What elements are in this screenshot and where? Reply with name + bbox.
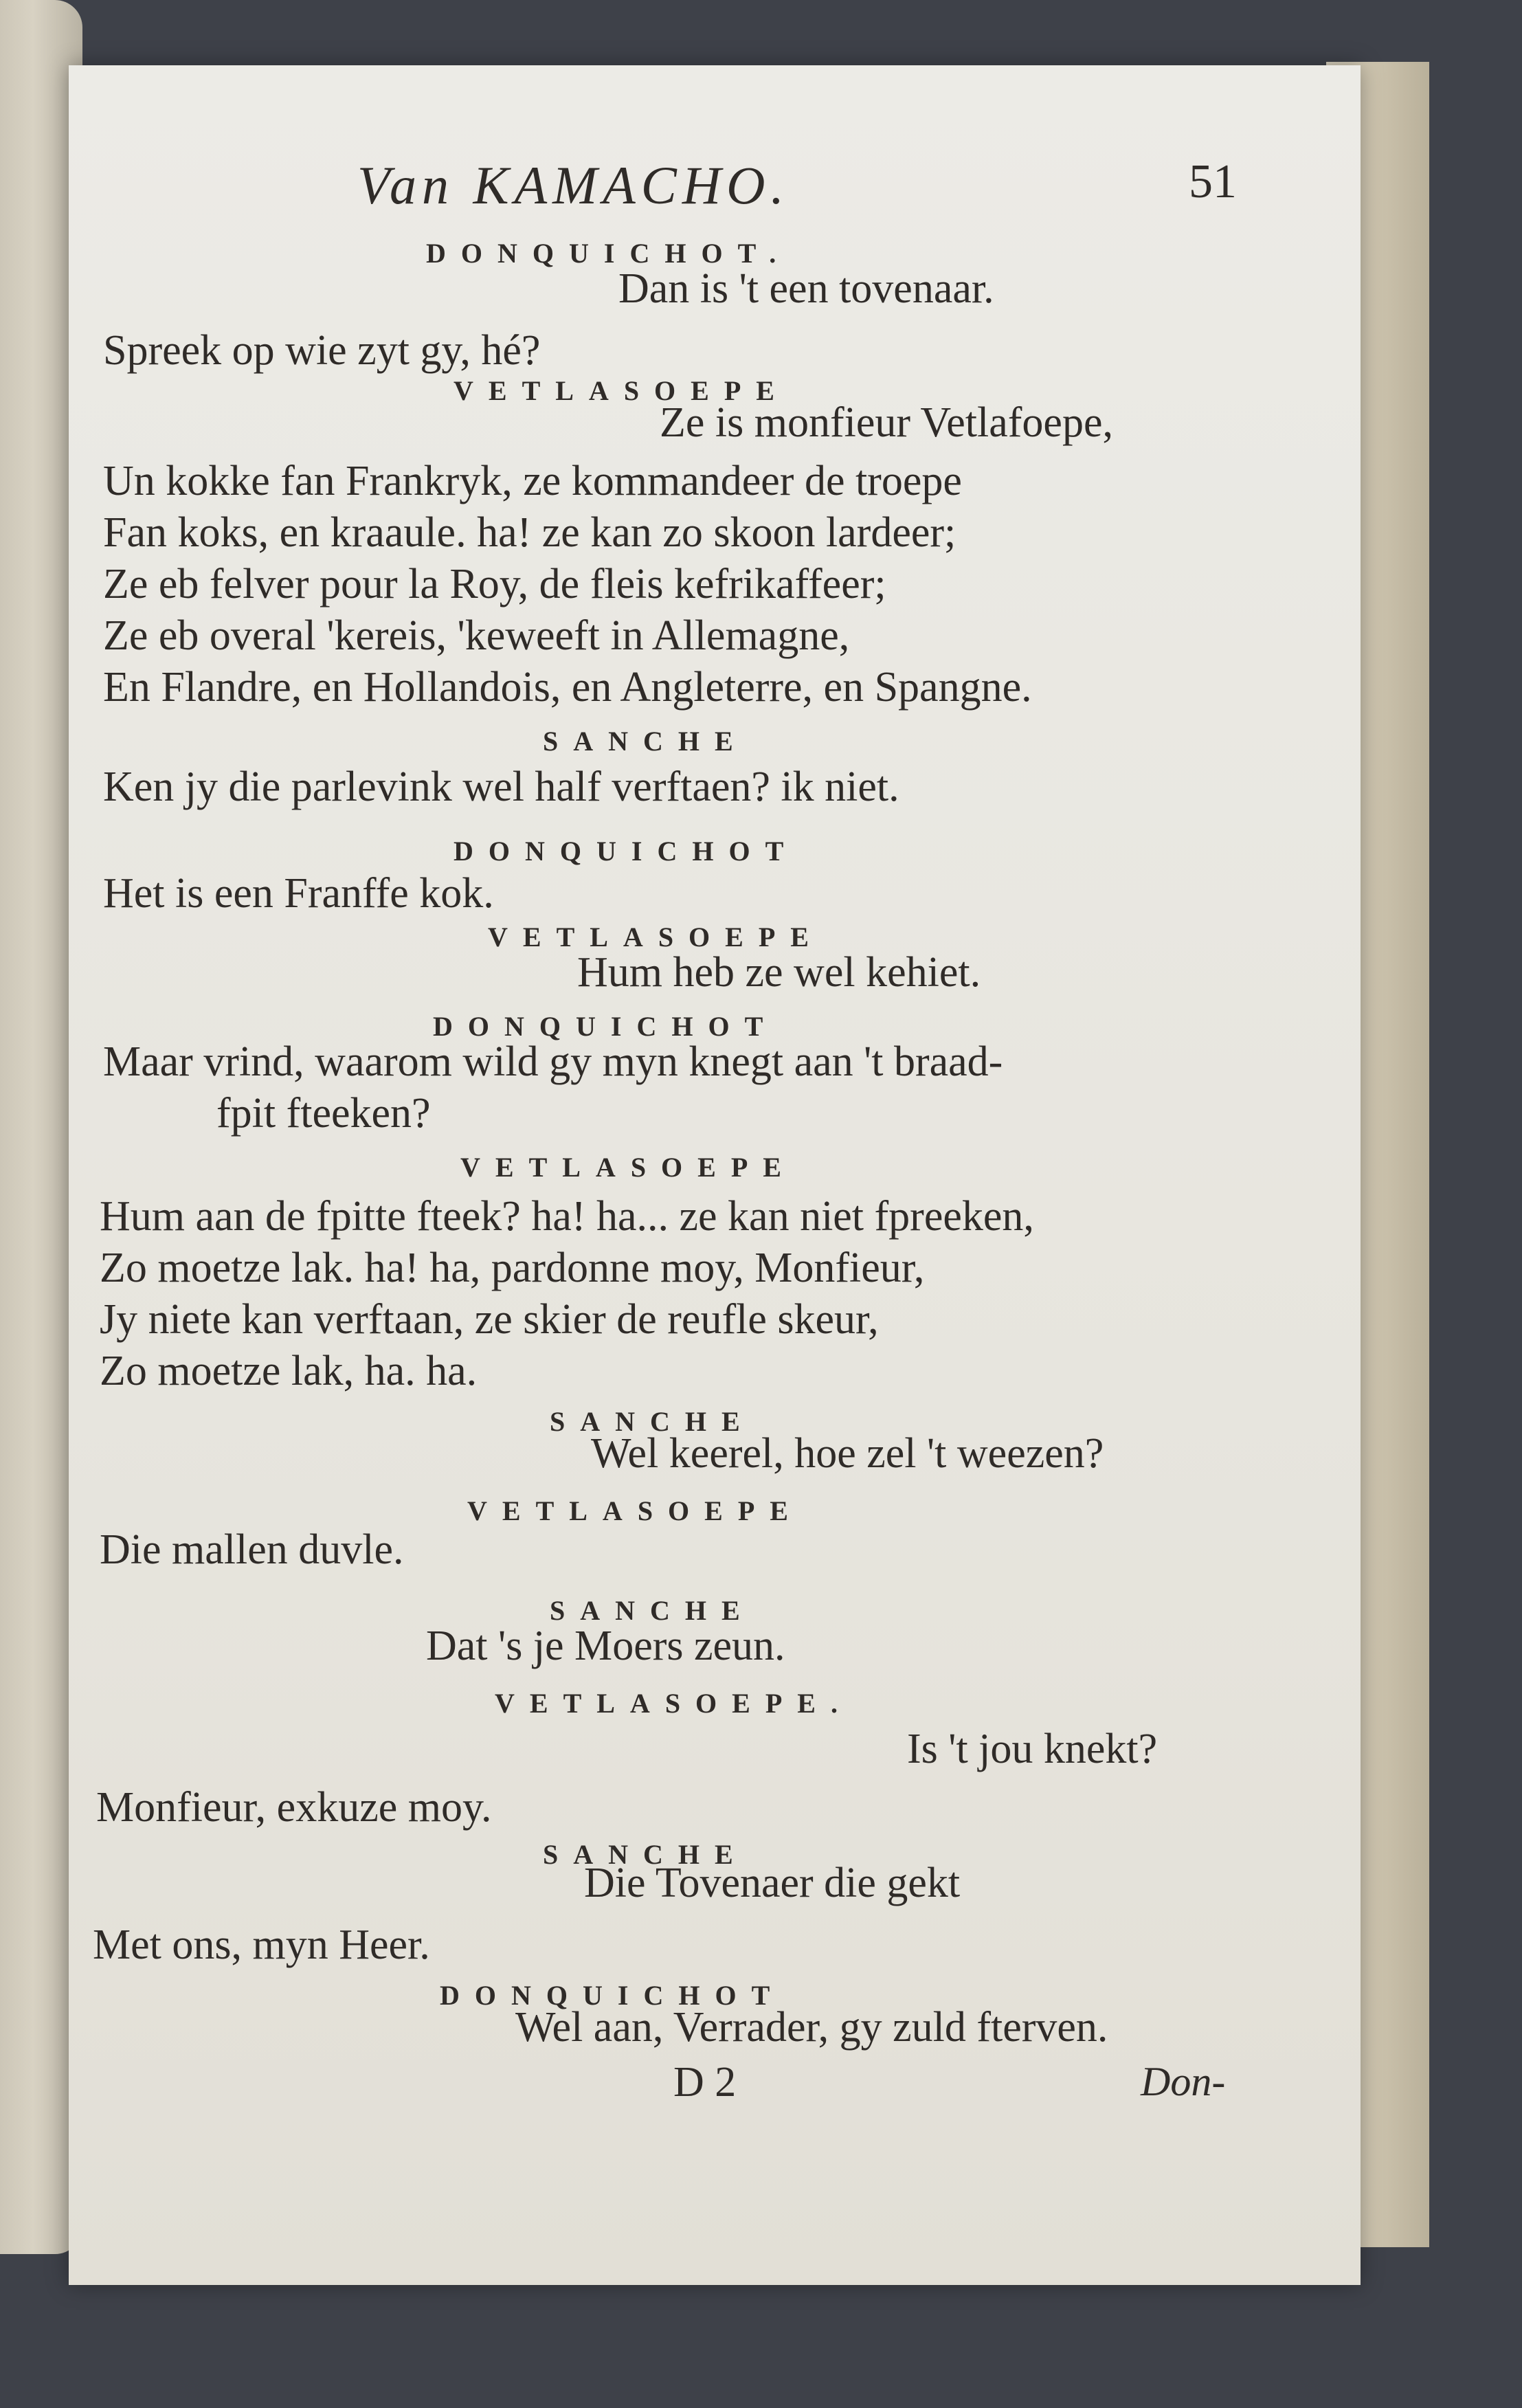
verse-line: Hum heb ze wel kehiet.: [577, 949, 981, 996]
running-head-title: Van KAMACHO.: [357, 155, 790, 215]
verse-line: Hum aan de fpitte fteek? ha! ha... ze kan niet fpreeken,: [100, 1193, 1034, 1240]
verse-line: Un kokke fan Frankryk, ze kommandeer de troepe: [103, 458, 962, 504]
verse-line: Het is een Franffe kok.: [103, 870, 494, 917]
signature-mark: D 2: [673, 2059, 737, 2106]
verse-line: Met ons, myn Heer.: [93, 1921, 430, 1968]
verse-line: En Flandre, en Hollandois, en Angleterre, en Spangne.: [103, 664, 1032, 711]
verse-line: Ze eb felver pour la Roy, de fleis kefrikaffeer;: [103, 561, 886, 607]
speaker-name: DONQUICHOT: [440, 1980, 785, 2011]
verse-line: Wel keerel, hoe zel 't weezen?: [591, 1430, 1104, 1477]
speaker-name: SANCHE: [543, 1839, 748, 1870]
book-page: [69, 65, 1361, 2285]
speaker-name: VETLASOEPE.: [495, 1688, 853, 1719]
speaker-name: SANCHE: [550, 1406, 755, 1437]
verse-line: Fan koks, en kraaule. ha! ze kan zo skoon lardeer;: [103, 509, 956, 556]
verse-line: Ze is monfieur Vetlafoepe,: [660, 399, 1113, 446]
verse-line: Zo moetze lak, ha. ha.: [100, 1348, 478, 1394]
verse-line: Spreek op wie zyt gy, hé?: [103, 327, 541, 374]
verse-line: Dan is 't een tovenaar.: [618, 265, 994, 312]
speaker-name: SANCHE: [543, 726, 748, 757]
verse-line: Die Tovenaer die gekt: [584, 1860, 961, 1906]
speaker-name: VETLASOEPE: [467, 1495, 803, 1526]
speaker-name: VETLASOEPE: [460, 1152, 796, 1183]
verse-line: fpit fteeken?: [216, 1090, 431, 1137]
verse-line: Wel aan, Verrader, gy zuld fterven.: [515, 2004, 1108, 2051]
catchword: Don-: [1141, 2059, 1226, 2104]
page-number: 51: [1189, 155, 1237, 208]
verse-line: Zo moetze lak. ha! ha, pardonne moy, Monfieur,: [100, 1245, 925, 1291]
speaker-name: DONQUICHOT: [433, 1011, 779, 1042]
verse-line: Jy niete kan verftaan, ze skier de reufle skeur,: [100, 1296, 879, 1343]
verse-line: Ze eb overal 'kereis, 'keweeft in Allemagne,: [103, 612, 850, 659]
speaker-name: DONQUICHOT.: [426, 238, 792, 269]
verse-line: Maar vrind, waarom wild gy myn knegt aan 't braad-: [103, 1038, 1003, 1085]
speaker-name: SANCHE: [550, 1595, 755, 1626]
verse-line: Monfieur, exkuze moy.: [96, 1784, 492, 1831]
verse-line: Is 't jou knekt?: [907, 1726, 1158, 1772]
verse-line: Die mallen duvle.: [100, 1526, 404, 1573]
speaker-name: VETLASOEPE: [454, 375, 790, 406]
speaker-name: VETLASOEPE: [488, 922, 824, 952]
speaker-name: DONQUICHOT: [454, 836, 799, 867]
verse-line: Dat 's je Moers zeun.: [426, 1623, 785, 1669]
verse-line: Ken jy die parlevink wel half verftaen? ik niet.: [103, 763, 899, 810]
